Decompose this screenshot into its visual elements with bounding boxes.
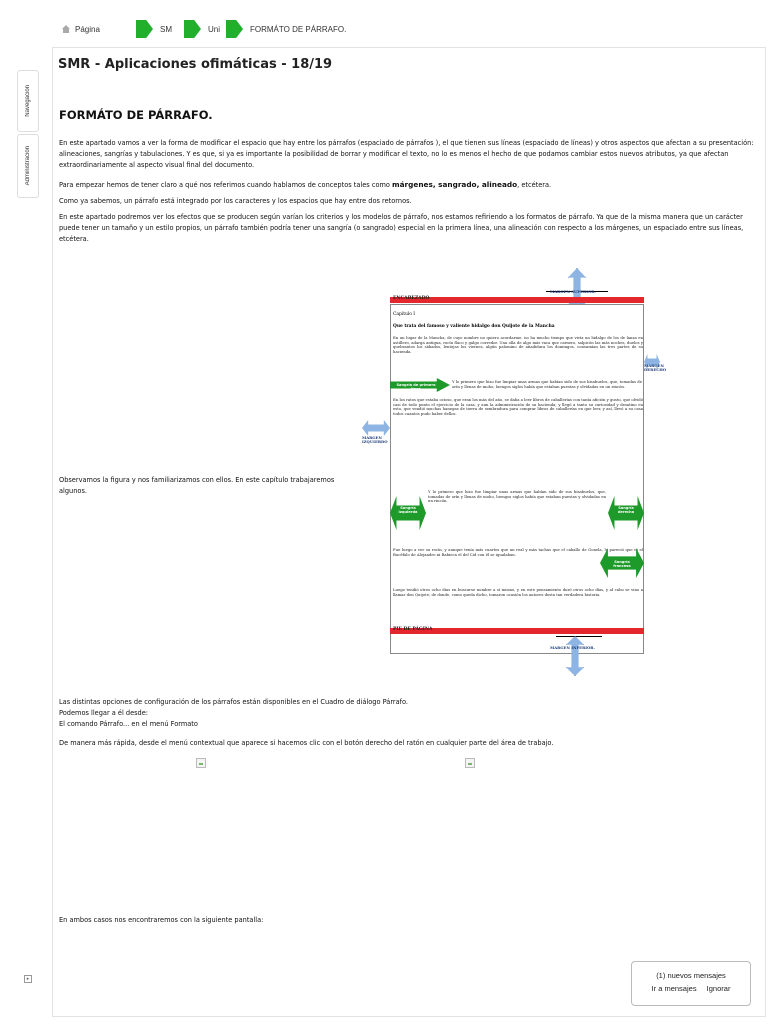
paragraph-formats: En este apartado podremos ver los efectos que se producen según varían los criterios y los modelos de párrafo, nos estamos refiriendo a los formatos de párrafo. Ya que de la misma manera que un carácter puede tener un tamaño y un estilo propios, un párrafo también podría tener una sangría (o sangrado) especial en la primera línea, una alineación con respecto a los márgenes, un espaciado entre sus líneas, etcétera. — [59, 213, 744, 243]
home-icon — [62, 25, 70, 33]
breadcrumb — [62, 18, 350, 40]
tab-navigation[interactable] — [17, 70, 39, 132]
tab-navigation-label: Navegación — [25, 85, 31, 117]
top-margin-label: MARGEN SUPERIOR. — [550, 289, 596, 294]
hanging-indent-label: Sangría francesa — [613, 560, 631, 568]
paragraph-concepts — [59, 179, 759, 191]
paragraph-intro: En este apartado vamos a ver la forma de modificar el espacio que hay entre los párrafos (espaciado de párrafos ), el que tienen sus líneas (espaciado de líneas) y otros aspectos que afectan a su presentación: alineaciones, sangrías y tabulaciones. Y es que, si ya es importante la posibilidad de borrar y modificar el texto, no lo es menos el hecho de que podamos cambiar estos nuevos atributos, ya que afectan extraordinariamente al aspecto visual final del documento. — [59, 139, 754, 169]
footer-bar-label: PIE DE PÁGINA — [393, 627, 433, 632]
broken-image-icon — [196, 758, 206, 768]
notification-message: (1) nuevos mensajes — [656, 971, 726, 980]
paragraph-concepts-start: Para empezar hemos de tener claro a qué nos referimos cuando hablamos de conceptos tales como — [59, 181, 393, 189]
figure-body-text-2: En los ratos que estaba ocioso, que eran los más del año, se daba a leer libros de caballerías con tanta afición y gusto, que olvidó casi de todo punto el ejercicio de la caza, y aun la administración de su hacienda; y llegó a tanto su curiosidad y desatino en esto, que vendió muchas hanegas de tierra de sembradura para comprar libros de caballerías en que leer, y así, llevó a su casa todos cuantos pudo haber dellos. — [393, 398, 643, 416]
tab-administration[interactable] — [17, 134, 39, 198]
paragraph-menu-command: El comando Párrafo... en el menú Formato — [59, 720, 198, 728]
left-margin-arrow — [362, 420, 390, 436]
bottom-margin-label: MARGEN INFERIOR. — [550, 645, 595, 650]
paragraph-access: Podemos llegar a él desde: — [59, 709, 149, 717]
paragraph-concepts-end: , etcétera. — [517, 181, 552, 189]
bottom-margin-line — [556, 636, 602, 637]
chevron-right-icon — [136, 20, 153, 38]
breadcrumb-item-uni[interactable]: Uni — [208, 24, 221, 34]
paragraph-concepts-bold: márgenes, sangrado, alineado — [392, 180, 518, 189]
figure-body-text-1b: Y lo primero que hizo fue limpiar unas armas que habían sido de sus bisabuelos, que, tomadas de orín y llenas de moho, luengos siglos había que estaban puestas y olvidadas en un rincón. — [452, 380, 642, 389]
dock-icon[interactable]: ▸ — [24, 975, 32, 983]
figure-body-text-3: Y lo primero que hizo fue limpiar unas armas que habían sido de sus bisabuelos, que, tomadas de orín y llenas de moho, luengos siglos había que estaban puestas y olvidadas en un rincón. — [428, 490, 606, 504]
ignore-link[interactable]: Ignorar — [706, 984, 731, 993]
course-title: SMR - Aplicaciones ofimáticas - 18/19 — [58, 57, 333, 72]
chapter-label: Capítulo I — [393, 312, 415, 317]
footer-bar — [390, 628, 644, 634]
breadcrumb-item-pagina[interactable]: Página — [75, 24, 100, 34]
figure-body-text-4: Fue luego a ver su rocín, y aunque tenía más cuartos que un real y más tachas que el caballo de Gonela, le pareció que ni el Bucéfalo de Alejandro ni Babieca el del Cid con él se igualaban. — [393, 548, 643, 557]
paragraph-context-menu: De manera más rápida, desde el menú contextual que aparece si hacemos clic con el botón derecho del ratón en cualquier parte del área de trabajo. — [59, 739, 554, 747]
go-to-messages-link[interactable]: Ir a mensajes — [651, 984, 697, 993]
messages-notification — [631, 961, 751, 1006]
chapter-subtitle: Que trata del famoso y valiente hidalgo don Quijote de la Mancha — [393, 324, 555, 329]
paragraph-format-figure — [360, 268, 667, 698]
breadcrumb-home[interactable] — [62, 25, 136, 34]
paragraph-definition: Como ya sabemos, un párrafo está integrado por los caracteres y los espacios que hay entre dos retornos. — [59, 197, 412, 205]
right-margin-label: MARGEN DERECHO — [644, 363, 667, 372]
header-bar — [390, 297, 644, 303]
chevron-right-icon — [226, 20, 243, 38]
breadcrumb-item-sm[interactable]: SM — [160, 24, 172, 34]
left-margin-label: MARGEN IZQUIERDO — [362, 435, 388, 444]
page-heading: FORMÁTO DE PÁRRAFO. — [59, 108, 213, 122]
first-line-indent-label: Sangría de primera línea — [396, 383, 436, 391]
broken-image-icon — [465, 758, 475, 768]
figure-caption: Observamos la figura y nos familiarizamos con ellos. En este capítulo trabajaremos algunos. — [59, 476, 335, 495]
paragraph-screen: En ambos casos nos encontraremos con la siguiente pantalla: — [59, 916, 264, 924]
breadcrumb-item-current: FORMÁTO DE PÁRRAFO. — [250, 24, 347, 34]
chevron-right-icon — [184, 20, 201, 38]
left-indent-label: Sangría izquierda — [398, 506, 418, 514]
tab-administration-label: Administración — [25, 146, 31, 186]
right-indent-label: Sangría derecha — [617, 506, 635, 514]
header-bar-label: ENCABEZADO — [393, 296, 430, 301]
figure-body-text-5: Luego tendió otros ocho días en buscarse nombre a sí mismo, y en este pensamiento duró otros ocho días, y al cabo se vino a llamar don Quijote; de donde, como queda dicho, tomaron ocasión los autores desta tan verdadera historia. — [393, 588, 643, 597]
figure-body-text-1: En un lugar de la Mancha, de cuyo nombre no quiero acordarme, no ha mucho tiempo que vivía un hidalgo de los de lanza en astillero, adarga antigua, rocín flaco y galgo corredor. Una olla de algo más vaca que carnero, salpicón las más noches, duelos y quebrantos los sábados, lentejas los viernes, algún palomino de añadidura los domingos, consumían las tres partes de su hacienda. — [393, 336, 643, 354]
paragraph-dialog: Las distintas opciones de configuración de los párrafos están disponibles en el Cuadro de diálogo Párrafo. — [59, 698, 409, 706]
